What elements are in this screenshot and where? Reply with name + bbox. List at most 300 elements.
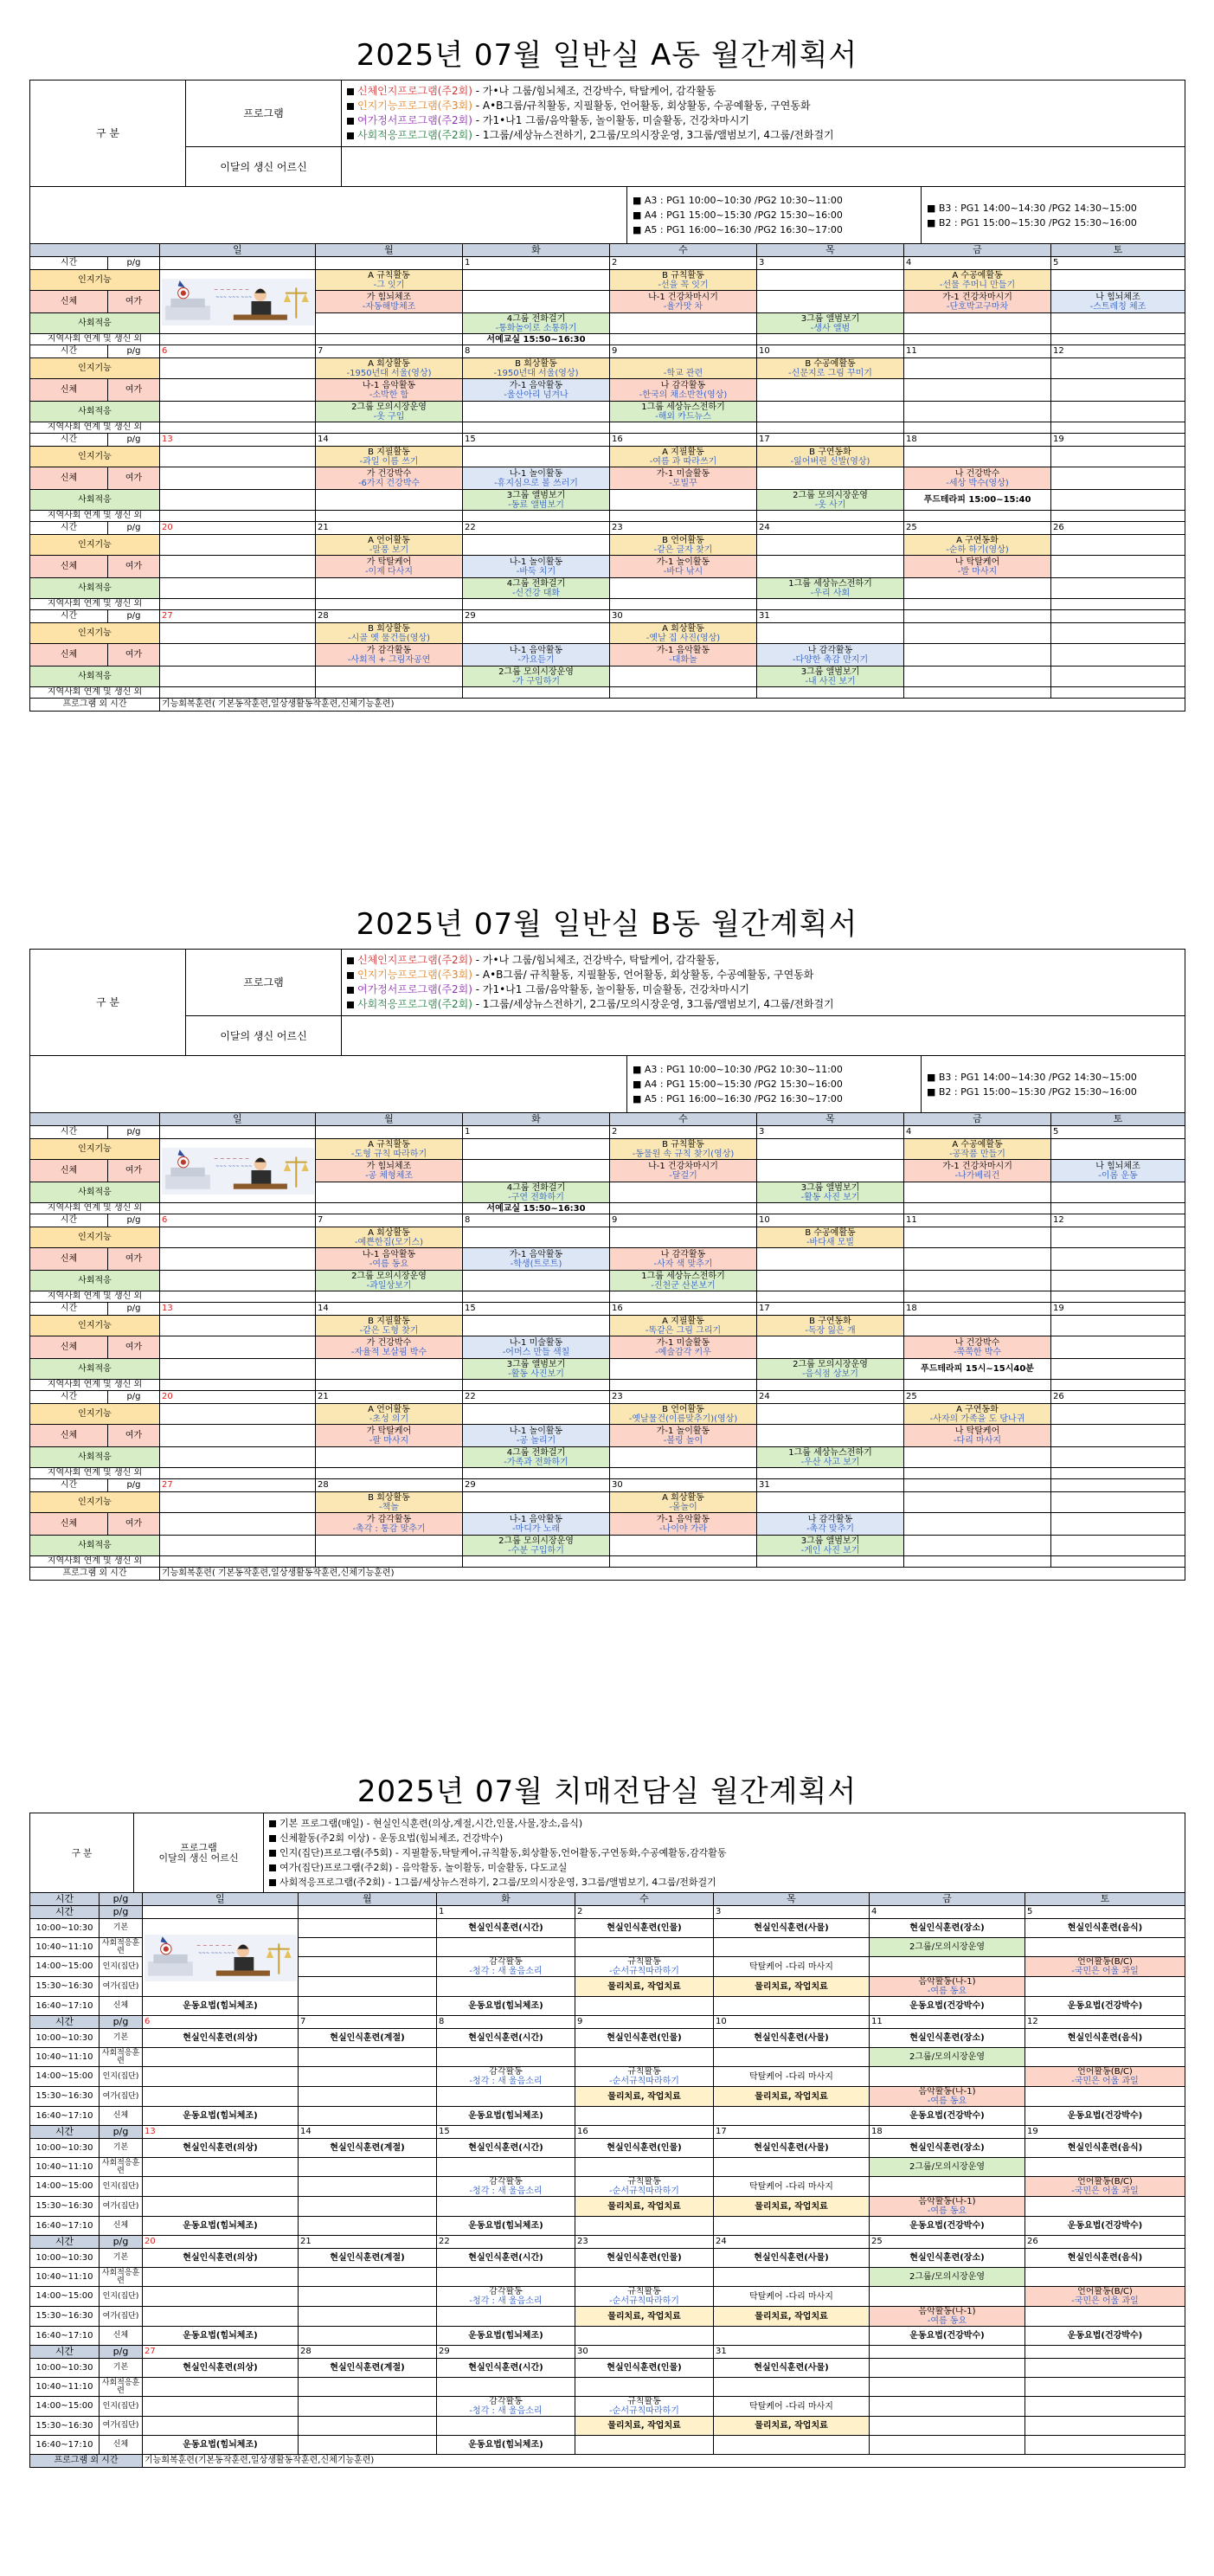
calendar-cell (316, 599, 463, 610)
calendar-cell (904, 1160, 1051, 1182)
event (318, 536, 460, 555)
calendar-cell: 서예교실 15:50~16:30 (463, 334, 610, 345)
event (759, 1317, 902, 1336)
event-title: 1그룹 세상뉴스전하기 (788, 1447, 872, 1458)
event-detail: -음식점 상보기 (802, 1368, 858, 1379)
event (759, 1448, 902, 1467)
event (318, 557, 460, 576)
bullet-icon (347, 972, 354, 979)
legend-item: 여가정서프로그램(주2회) - 가1•나1 그룹/음악활동, 놀이활동, 미술활동, 건강차마시기 (347, 982, 1179, 997)
event-title: 가-1 미술활동 (656, 1337, 710, 1348)
event-detail: -울산아리 넘겨나 (504, 390, 568, 400)
calendar-cell: 운동요법(건강박수) (1025, 2107, 1185, 2126)
calendar-cell (437, 2268, 575, 2287)
event-detail: -사회적 + 그림자공연 (347, 654, 431, 665)
svg-text:~ ~ ~ ~ ~ ~: ~ ~ ~ ~ ~ ~ (214, 1156, 250, 1162)
calendar-cell (143, 2307, 299, 2327)
event-title: 가 힘뇌체조 (366, 292, 412, 302)
pg-label: p/g (100, 2126, 143, 2139)
event-detail: -쭉쭉한 박수 (953, 1347, 1002, 1357)
row-time: 10:40~11:10 (30, 2268, 100, 2287)
calendar-illustration (145, 1921, 297, 1995)
calendar-cell (299, 2397, 437, 2417)
row-pg: 신체 (100, 1997, 143, 2016)
pg-label: p/g (108, 1303, 160, 1316)
calendar-cell: 현실인식훈련(의상) (143, 2139, 299, 2158)
calendar-cell (714, 1957, 870, 1977)
calendar-cell (610, 1336, 757, 1359)
calendar-cell (143, 2287, 299, 2307)
event-detail: -게인 사진 보기 (800, 1545, 860, 1555)
calendar-cell (757, 270, 904, 291)
event-title: 4그룹 전화걸기 (506, 1447, 566, 1458)
row-time: 15:30~16:30 (30, 2417, 100, 2436)
calendar-table (29, 1112, 1185, 1581)
calendar-cell (1051, 270, 1185, 291)
date-number: 16 (610, 434, 757, 447)
event-detail: -스트레칭 체조 (1089, 301, 1147, 312)
calendar-cell (610, 1536, 757, 1556)
date-number: 27 (160, 1479, 316, 1492)
calendar-cell (1051, 511, 1185, 522)
calendar-cell (1051, 358, 1185, 379)
calendar-cell: 현실인식훈련(음식) (1025, 1919, 1185, 1938)
row-label-com: 지역사회 연계 및 생신 외 (30, 1291, 160, 1303)
date-number: 5 (1051, 257, 1185, 270)
calendar-cell: 운동요법(건강박수) (870, 2107, 1025, 2126)
row-time: 10:00~10:30 (30, 1919, 100, 1938)
event-detail: -모빌꾸 (669, 478, 697, 488)
event-title: A 수공예활동 (952, 1139, 1003, 1150)
calendar-cell: 물리치료, 작업치료 (575, 1977, 714, 1997)
calendar-cell (316, 1447, 463, 1468)
event (612, 448, 755, 467)
pg-label: p/g (100, 1906, 143, 1919)
calendar-cell (1051, 1291, 1185, 1303)
row-label-leisure: 여가 (108, 1160, 160, 1182)
event (465, 1360, 607, 1379)
calendar-cell (610, 644, 757, 667)
calendar-cell (437, 2158, 575, 2177)
event-title: 가 탁탈케어 (366, 557, 412, 567)
row-pg: 기본 (100, 2359, 143, 2378)
calendar-cell (316, 447, 463, 467)
calendar-cell: 현실인식훈련(인물) (575, 2359, 714, 2378)
calendar-cell (463, 687, 610, 699)
event-detail: -여름 과 따라쓰기 (649, 456, 717, 467)
event-detail: -옛날물건(이름맞추기)(영상) (628, 1414, 738, 1424)
row-time: 15:30~16:30 (30, 2307, 100, 2327)
date-number: 17 (714, 2126, 870, 2139)
event (318, 1250, 460, 1269)
calendar-cell (160, 511, 316, 522)
calendar-cell (316, 1139, 463, 1160)
row-pg: 기본 (100, 2139, 143, 2158)
date-number: 13 (143, 2126, 299, 2139)
calendar-cell (143, 2177, 299, 2197)
calendar-cell (610, 490, 757, 511)
date-number (1025, 2346, 1185, 2359)
time-label: 시간 (30, 2126, 100, 2139)
calendar-cell (299, 1977, 437, 1997)
date-number: 18 (904, 434, 1051, 447)
event-detail: -책놀 (379, 1502, 399, 1512)
legend-item: 기본 프로그램(매일) - 현실인식훈련(의상,계절,시간,인물,사물,장소,음식) (269, 1816, 1179, 1831)
event-detail: -선물 주머니 만들기 (939, 280, 1016, 290)
legend-item: 인지기능프로그램(주3회) - A•B그룹/규칙활동, 지필활동, 언어활동, 회상활동, 수공예활동, 구연동화 (347, 99, 1179, 113)
calendar-cell (1051, 1336, 1185, 1359)
gubun-label: 구 분 (30, 80, 186, 187)
calendar-cell (1051, 422, 1185, 434)
weekday-header: 월 (316, 244, 463, 257)
calendar-cell (904, 1468, 1051, 1479)
event-detail: -어머스 만들 색칠 (502, 1347, 570, 1357)
event-detail: -1950년대 서울(영상) (493, 368, 579, 378)
row-pg: 여가(집단) (100, 2307, 143, 2327)
calendar-cell (1025, 2197, 1185, 2217)
calendar-cell (463, 1336, 610, 1359)
calendar-cell: 현실인식훈련(인물) (575, 2029, 714, 2048)
event-detail: -내 사진 보기 (805, 676, 856, 686)
calendar-cell (1051, 1404, 1185, 1425)
event (612, 536, 755, 555)
calendar-cell (1051, 490, 1185, 511)
calendar-cell (299, 2177, 437, 2197)
event (465, 1338, 607, 1357)
event-detail: -다리 마사지 (953, 1435, 1002, 1446)
calendar-cell (316, 1336, 463, 1359)
date-number: 1 (463, 257, 610, 270)
calendar-cell (1051, 447, 1185, 467)
calendar-cell (714, 2327, 870, 2346)
event (318, 624, 460, 643)
event-detail: -바다새 모빌 (806, 1237, 855, 1247)
calendar-cell (757, 1227, 904, 1248)
calendar-illustration (162, 272, 314, 332)
calendar-cell (463, 1513, 610, 1536)
calendar-cell: 현실인식훈련(음식) (1025, 2249, 1185, 2268)
calendar-cell (437, 2378, 575, 2397)
calendar-cell: 현실인식훈련(의상) (143, 2359, 299, 2378)
legend-item: 사회적응프로그램(주2회) - 1그룹/세상뉴스전하기, 2그룹/모의시장운영, 3그룹/앨범보기, 4그룹/전화걸기 (347, 997, 1179, 1012)
calendar-cell (757, 623, 904, 644)
calendar-cell (1051, 1248, 1185, 1271)
row-time: 14:00~15:00 (30, 2287, 100, 2307)
event (318, 469, 460, 488)
calendar-cell (757, 379, 904, 402)
calendar-cell (160, 334, 316, 345)
calendar-cell (160, 578, 316, 599)
calendar-cell: 현실인식훈련(사물) (714, 1919, 870, 1938)
calendar-cell (610, 1271, 757, 1291)
calendar-cell (757, 1380, 904, 1391)
event (906, 293, 1049, 312)
row-pg: 인지(집단) (100, 2287, 143, 2307)
calendar-cell (1051, 556, 1185, 578)
calendar-cell (757, 1425, 904, 1447)
row-label-soc: 사회적응 (30, 1536, 160, 1556)
calendar-cell (160, 1404, 316, 1425)
event (759, 359, 902, 378)
event-detail: -이제 다사지 (364, 566, 414, 576)
event-detail: -초성 의기 (369, 1414, 409, 1424)
row-label-cog: 인지기능 (30, 358, 160, 379)
date-number: 30 (575, 2346, 714, 2359)
calendar-cell (904, 578, 1051, 599)
event-title: 가 탁탈케어 (366, 1426, 412, 1436)
event-detail: -잃어버린 신발(영상) (790, 456, 870, 467)
calendar-cell (757, 422, 904, 434)
row-pg: 신체 (100, 2436, 143, 2455)
calendar-cell (714, 2067, 870, 2087)
calendar-cell (757, 358, 904, 379)
plan-c (29, 1813, 1185, 2468)
event (318, 1426, 460, 1446)
plan-b (29, 949, 1185, 1581)
event (906, 1426, 1049, 1446)
calendar-cell (299, 2048, 437, 2067)
calendar-cell (575, 2378, 714, 2397)
event-detail: -몰놀이 (669, 1502, 697, 1512)
calendar-cell (904, 379, 1051, 402)
event (906, 557, 1049, 576)
row-label-leisure: 여가 (108, 1425, 160, 1447)
calendar-cell: 운동요법(건강박수) (870, 2327, 1025, 2346)
date-number: 2 (610, 257, 757, 270)
legend-item: 사회적응프로그램(주2회) - 1그룹/세상뉴스전하기, 2그룹/모의시장운영, 3그룹/앨범보기, 4그룹/전화걸기 (347, 128, 1179, 143)
date-number: 16 (610, 1303, 757, 1316)
calendar-cell (299, 2436, 437, 2455)
row-pg: 인지(집단) (100, 2177, 143, 2197)
row-label-soc: 사회적응 (30, 1447, 160, 1468)
event-detail: -예쁜한집(모기스) (354, 1237, 424, 1247)
event-detail: -바다 낚시 (663, 566, 703, 576)
event-detail: -다양한 촉감 만지기 (792, 654, 869, 665)
calendar-cell (610, 1359, 757, 1380)
event (906, 1162, 1049, 1181)
calendar-cell (904, 1447, 1051, 1468)
calendar-cell (757, 1336, 904, 1359)
calendar-cell: 운동요법(힘뇌체조) (143, 2217, 299, 2236)
calendar-cell (1051, 1513, 1185, 1536)
calendar-cell: 감각활동 -청각 : 새 울음소리 (437, 2287, 575, 2307)
calendar-cell (160, 687, 316, 699)
calendar-cell (143, 2417, 299, 2436)
birthday-list (342, 147, 1185, 187)
date-number (316, 1126, 463, 1139)
footer-text: 기능회복훈련( 기본동작훈련,일상생활동작훈련,신체기능훈련) (160, 1568, 1185, 1581)
calendar-cell (1051, 1556, 1185, 1568)
event-detail: -촉각 맞추기 (806, 1523, 855, 1534)
event (906, 1405, 1049, 1424)
event-title: 3그룹 앨범보기 (800, 1536, 860, 1546)
event (612, 271, 755, 290)
date-number: 19 (1051, 434, 1185, 447)
bullet-icon (347, 88, 354, 95)
event-title: 3그룹 앨범보기 (506, 1359, 566, 1369)
date-number: 29 (463, 610, 610, 623)
calendar-cell: 현실인식훈련(음식) (1025, 2029, 1185, 2048)
time-label: 시간 (30, 2016, 100, 2029)
calendar-cell (904, 623, 1051, 644)
calendar-cell: 운동요법(힘뇌체조) (143, 2107, 299, 2126)
calendar-cell (299, 2417, 437, 2436)
event-detail: -발 마사지 (957, 566, 998, 576)
event (318, 293, 460, 312)
calendar-cell (1051, 379, 1185, 402)
row-label-com: 지역사회 연계 및 생신 외 (30, 422, 160, 434)
row-label-physical: 신체 (30, 1513, 108, 1536)
calendar-cell (160, 1556, 316, 1568)
calendar-cell: 운동요법(힘뇌체조) (437, 2217, 575, 2236)
calendar-cell (610, 599, 757, 610)
pg-label: p/g (108, 522, 160, 535)
date-number: 19 (1051, 1303, 1185, 1316)
weekday-header: 화 (437, 1893, 575, 1906)
calendar-cell (610, 1513, 757, 1536)
gubun-label: 구 분 (30, 950, 186, 1056)
event-title: A 구연동화 (956, 535, 999, 545)
row-label-leisure: 여가 (108, 1513, 160, 1536)
event-title: 4그룹 전화걸기 (506, 313, 566, 324)
event-title: 나-1 놀이활동 (509, 1426, 563, 1436)
weekday-header: 목 (757, 244, 904, 257)
event-detail: -시골 옛 물건들(영상) (347, 633, 431, 643)
calendar-cell (757, 687, 904, 699)
pg-label: p/g (100, 2346, 143, 2359)
time-label: 시간 (30, 1391, 108, 1404)
calendar-cell (610, 687, 757, 699)
date-number: 24 (757, 1391, 904, 1404)
date-number: 15 (463, 1303, 610, 1316)
calendar-cell: 현실인식훈련(의상) (143, 2029, 299, 2048)
event-detail: -동물원 속 규칙 찾기(영상) (632, 1149, 735, 1159)
row-label-cog: 인지기능 (30, 1316, 160, 1336)
calendar-cell (575, 2327, 714, 2346)
event-title: 나-1 미술활동 (509, 1337, 563, 1348)
calendar-cell (160, 467, 316, 490)
calendar-cell (714, 1938, 870, 1957)
date-number (870, 2346, 1025, 2359)
calendar-cell (316, 1492, 463, 1513)
bullet-icon (269, 1835, 276, 1842)
calendar-cell (463, 1248, 610, 1271)
calendar-cell (160, 379, 316, 402)
event (759, 1183, 902, 1202)
event (612, 646, 755, 665)
event-detail: -똑같은 그림 그리기 (645, 1325, 722, 1336)
calendar-cell (1051, 1492, 1185, 1513)
row-pg: 신체 (100, 2107, 143, 2126)
calendar-cell (757, 535, 904, 556)
event (465, 381, 607, 400)
row-label-com: 지역사회 연계 및 생신 외 (30, 599, 160, 610)
calendar-cell: 푸드테라피 15시~15시40분 (904, 1359, 1051, 1380)
calendar-cell (316, 1316, 463, 1336)
time-right: ■ B3 : PG1 14:00~14:30 /PG2 14:30~15:00 ■ B2 : PG1 15:00~15:30 /PG2 15:30~16:00 (922, 1056, 1185, 1113)
calendar-cell (316, 1160, 463, 1182)
calendar-illustration (162, 1141, 314, 1201)
date-number: 23 (610, 522, 757, 535)
program-label: 프로그램 (186, 950, 342, 1016)
event-detail: -촉각 : 통감 맞추기 (352, 1523, 426, 1534)
calendar-cell (437, 2048, 575, 2067)
event-title: 2그룹 모의시장운영 (498, 1536, 574, 1546)
calendar-cell (316, 270, 463, 291)
event-detail: -구연 전화하기 (508, 1192, 564, 1202)
calendar-cell (870, 2397, 1025, 2417)
event: 탁탈케어 -다리 마사지 (749, 2181, 833, 2192)
event-title: 가 힘뇌체조 (366, 1161, 412, 1171)
date-number: 7 (316, 345, 463, 358)
calendar-cell (463, 1380, 610, 1391)
calendar-cell (757, 1404, 904, 1425)
calendar-cell (757, 556, 904, 578)
bullet-icon (347, 987, 354, 994)
calendar-cell: 물리치료, 작업치료 (575, 2417, 714, 2436)
calendar-cell (904, 1404, 1051, 1425)
event (612, 469, 755, 488)
calendar-cell (316, 1513, 463, 1536)
event-title: 나 힘뇌체조 (1095, 1161, 1140, 1171)
calendar-cell: 물리치료, 작업치료 (714, 2417, 870, 2436)
date-number: 4 (904, 1126, 1051, 1139)
calendar-cell: 운동요법(건강박수) (870, 2217, 1025, 2236)
calendar-cell (575, 1997, 714, 2016)
date-number: 30 (610, 610, 757, 623)
calendar-cell (316, 422, 463, 434)
calendar-cell (904, 467, 1051, 490)
calendar-cell (463, 402, 610, 422)
calendar-cell (160, 1227, 316, 1248)
calendar-cell (757, 490, 904, 511)
row-time: 16:40~17:10 (30, 2327, 100, 2346)
row-label-cog: 인지기능 (30, 1227, 160, 1248)
date-number: 25 (870, 2236, 1025, 2249)
event (318, 381, 460, 400)
event (465, 1515, 607, 1534)
event-detail: -율가맛 차 (663, 301, 703, 312)
weekday-header: 금 (904, 1113, 1051, 1126)
time-label: 시간 (30, 434, 108, 447)
pg-label: p/g (100, 1893, 143, 1906)
event (465, 314, 607, 333)
event (759, 1536, 902, 1555)
calendar-cell (610, 270, 757, 291)
calendar-cell (299, 2158, 437, 2177)
calendar-cell (463, 358, 610, 379)
event (318, 1493, 460, 1512)
calendar-cell (904, 1513, 1051, 1536)
event (465, 1536, 607, 1555)
plan-c-title: 2025년 07월 치매전담실 월간계획서 (356, 1774, 858, 1809)
event-detail: -학교 관련 (663, 368, 703, 378)
calendar-cell (160, 667, 316, 687)
calendar-cell (714, 2397, 870, 2417)
corner-cell (30, 1113, 160, 1126)
calendar-cell (870, 2287, 1025, 2307)
date-number: 19 (1025, 2126, 1185, 2139)
calendar-cell (1051, 1316, 1185, 1336)
calendar-cell (757, 511, 904, 522)
calendar-cell (316, 1182, 463, 1203)
date-number: 1 (463, 1126, 610, 1139)
event-title: 나 감각활동 (660, 1249, 706, 1259)
event-detail: -공 체형체조 (364, 1170, 414, 1181)
event (465, 1250, 607, 1269)
event-title: 가-1 음악활동 (656, 1514, 710, 1524)
event (906, 271, 1049, 290)
